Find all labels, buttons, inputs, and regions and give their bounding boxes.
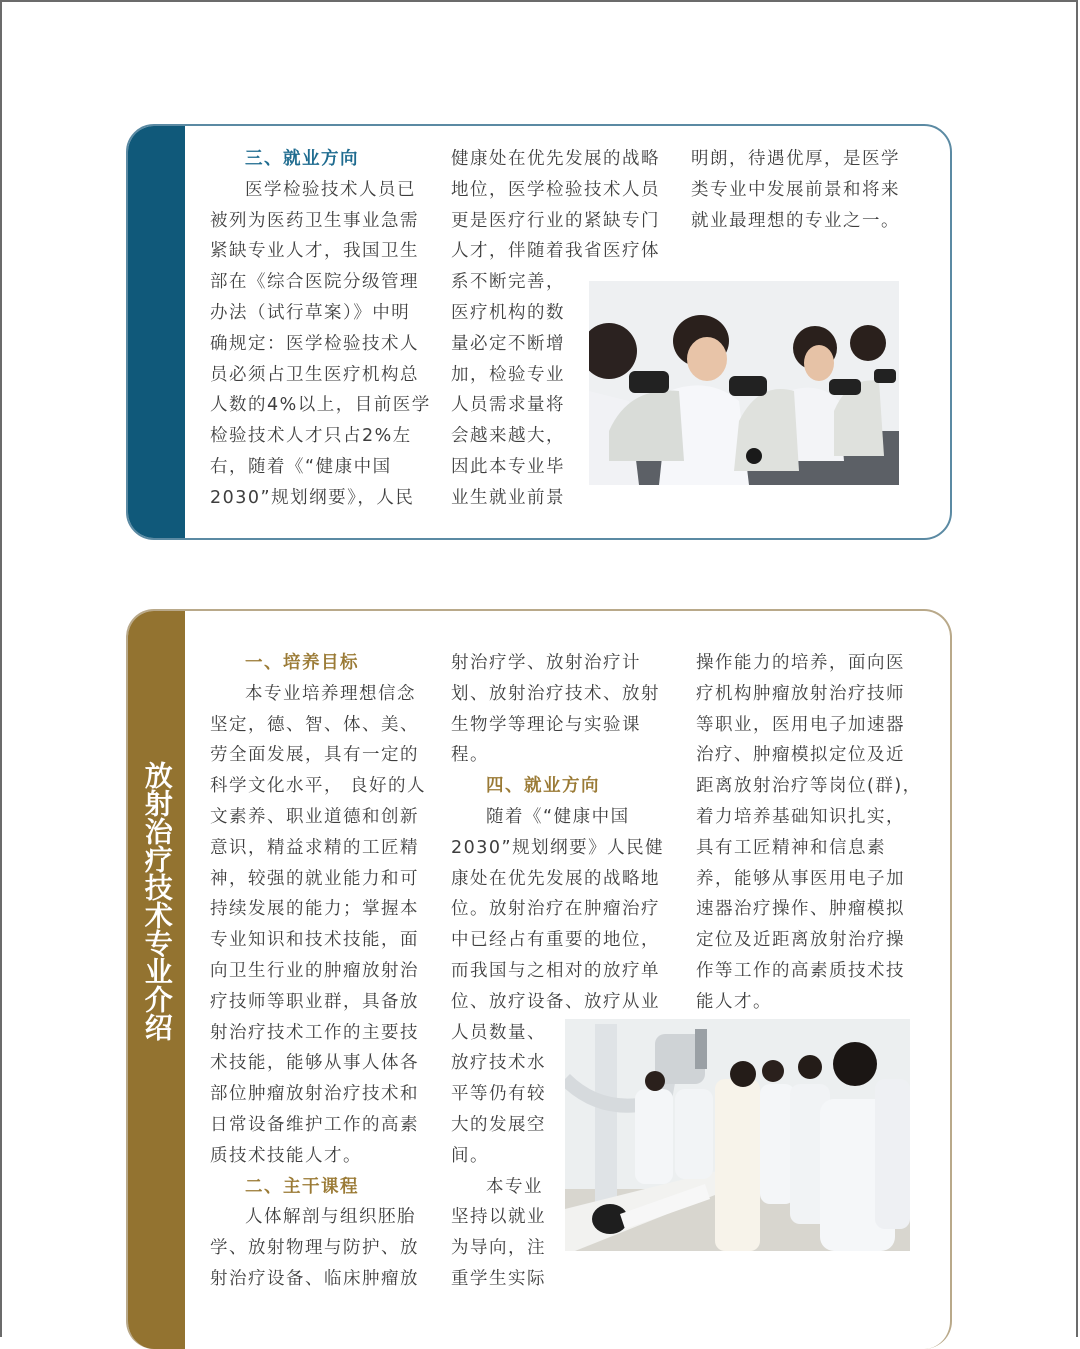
text-line: 人员需求量将 <box>451 395 565 416</box>
paragraph-courses <box>210 1202 432 1294</box>
text-line: 紧缺专业人才，我国卫生 <box>210 241 419 262</box>
text-line: 位。放射治疗在肿瘤治疗 <box>451 899 660 920</box>
text-line: 疗机构肿瘤放射治疗技师 <box>696 683 905 704</box>
column-1 <box>210 144 432 514</box>
text-line: 因此本专业毕 <box>451 456 565 477</box>
text-line: 操作能力的培养，面向医 <box>696 653 905 673</box>
text-line: 重学生实际 <box>451 1268 546 1289</box>
card-accent-bar <box>128 611 185 1349</box>
column-3 <box>696 648 926 1018</box>
section-heading-employment: 四、就业方向 <box>486 776 600 797</box>
text-line: 程。 <box>451 745 489 766</box>
text-line: 会越来越大， <box>451 426 565 447</box>
text-line: 2030”规划纲要》人民健 <box>451 837 665 858</box>
text-line: 速器治疗操作、肿瘤模拟 <box>696 899 905 920</box>
side-title: 放射治疗技术专业介绍 <box>140 761 174 1041</box>
text-line: 2030”规划纲要》，人民 <box>210 487 415 508</box>
text-line: 日常设备维护工作的高素 <box>210 1114 419 1135</box>
text-line: 部在《综合医院分级管理 <box>210 272 419 293</box>
text-line: 部位肿瘤放射治疗技术和 <box>210 1084 419 1105</box>
text-line: 持续发展的能力；掌握本 <box>210 899 419 920</box>
text-line: 康处在优先发展的战略地 <box>451 868 660 889</box>
text-line: 作等工作的高素质技术技 <box>696 960 905 981</box>
text-line: 生物学等理论与实验课 <box>451 714 641 735</box>
text-line: 意识，精益求精的工匠精 <box>210 837 419 858</box>
text-line: 右，随着《“健康中国 <box>210 456 392 477</box>
section-heading: 三、就业方向 <box>245 149 359 169</box>
text-line: 量必定不断增 <box>451 333 565 354</box>
text-line: 人才，伴随着我省医疗体 <box>451 241 660 262</box>
text-line: 员必须占卫生医疗机构总 <box>210 364 419 385</box>
text-line: 学、放射物理与防护、放 <box>210 1238 419 1259</box>
text-line: 射治疗设备、临床肿瘤放 <box>210 1268 419 1289</box>
text-line: 加，检验专业 <box>451 364 565 385</box>
text-line: 位、放疗设备、放疗从业 <box>451 991 660 1012</box>
paragraph <box>210 175 432 514</box>
card-radiotherapy-intro <box>126 609 952 1349</box>
text-line: 着力培养基础知识扎实， <box>696 806 905 827</box>
text-line: 劳全面发展，具有一定的 <box>210 745 419 766</box>
text-line: 明朗，待遇优厚，是医学 <box>691 149 900 169</box>
text-line: 质技术技能人才。 <box>210 1145 362 1166</box>
text-line: 健康处在优先发展的战略 <box>451 149 660 169</box>
text-line: 文素养、职业道德和创新 <box>210 806 419 827</box>
text-line: 就业最理想的专业之一。 <box>691 210 900 231</box>
text-line: 办法（试行草案）》中明 <box>210 302 411 323</box>
text-line: 检验技术人才只占2%左 <box>210 426 412 447</box>
text-line: 确规定：医学检验技术人 <box>210 333 419 354</box>
text-line: 医疗机构的数 <box>451 302 565 323</box>
text-line: 能人才。 <box>696 991 772 1012</box>
text-line: 人数的4%以上，目前医学 <box>210 395 431 416</box>
text-line: 向卫生行业的肿瘤放射治 <box>210 960 419 981</box>
photo-xray-training <box>565 1019 910 1251</box>
text-line: 更是医疗行业的紧缺专门 <box>451 210 660 231</box>
text-line: 划、放射治疗技术、放射 <box>451 683 660 704</box>
text-line: 定位及近距离放射治疗操 <box>696 930 905 951</box>
text-line: 系不断完善， <box>451 272 565 293</box>
text-line: 为导向，注 <box>451 1238 546 1259</box>
text-line: 养，能够从事医用电子加 <box>696 868 905 889</box>
text-line: 本专业培养理想信念 <box>245 683 416 704</box>
text-line: 坚定，德、智、体、美、 <box>210 714 419 735</box>
text-line: 治疗、肿瘤模拟定位及近 <box>696 745 905 766</box>
text-line: 中已经占有重要的地位， <box>451 930 660 951</box>
text-line: 科学文化水平， 良好的人 <box>210 776 427 797</box>
text-line: 人员数量、 <box>451 1022 546 1043</box>
text-line: 具有工匠精神和信息素 <box>696 837 886 858</box>
text-line: 射治疗技术工作的主要技 <box>210 1022 419 1043</box>
text-line: 专业知识和技术技能，面 <box>210 930 419 951</box>
card-accent-bar <box>128 126 185 538</box>
column-3 <box>691 144 921 236</box>
text-line: 平等仍有较 <box>451 1084 546 1105</box>
photo-microscope-lab <box>589 281 899 485</box>
text-line: 医学检验技术人员已 <box>245 179 416 200</box>
section-heading-goals: 一、培养目标 <box>245 653 359 673</box>
text-line: 业生就业前景 <box>451 487 565 508</box>
text-line: 地位，医学检验技术人员 <box>451 179 660 200</box>
text-line: 而我国与之相对的放疗单 <box>451 960 660 981</box>
text-line: 大的发展空 <box>451 1114 546 1135</box>
paragraph-courses-cont <box>451 648 673 771</box>
text-line: 放疗技术水 <box>451 1053 546 1074</box>
card-employment-lab-tech <box>126 124 952 540</box>
text-line: 等职业，医用电子加速器 <box>696 714 905 735</box>
text-line: 射治疗学、放射治疗计 <box>451 653 641 673</box>
text-line: 疗技师等职业群，具备放 <box>210 991 419 1012</box>
text-line: 人体解剖与组织胚胎 <box>245 1207 416 1228</box>
text-line: 神，较强的就业能力和可 <box>210 868 419 889</box>
paragraph-goals <box>210 679 432 1172</box>
text-line: 本专业 <box>486 1176 543 1197</box>
text-line: 随着《“健康中国 <box>486 806 630 827</box>
text-line: 距离放射治疗等岗位(群)， <box>696 776 922 797</box>
text-line: 间。 <box>451 1145 489 1166</box>
column-1 <box>210 648 432 1295</box>
text-line: 类专业中发展前景和将来 <box>691 179 900 200</box>
section-heading-courses: 二、主干课程 <box>245 1176 359 1197</box>
text-line: 坚持以就业 <box>451 1207 546 1228</box>
text-line: 术技能，能够从事人体各 <box>210 1053 419 1074</box>
text-line: 被列为医药卫生事业急需 <box>210 210 419 231</box>
